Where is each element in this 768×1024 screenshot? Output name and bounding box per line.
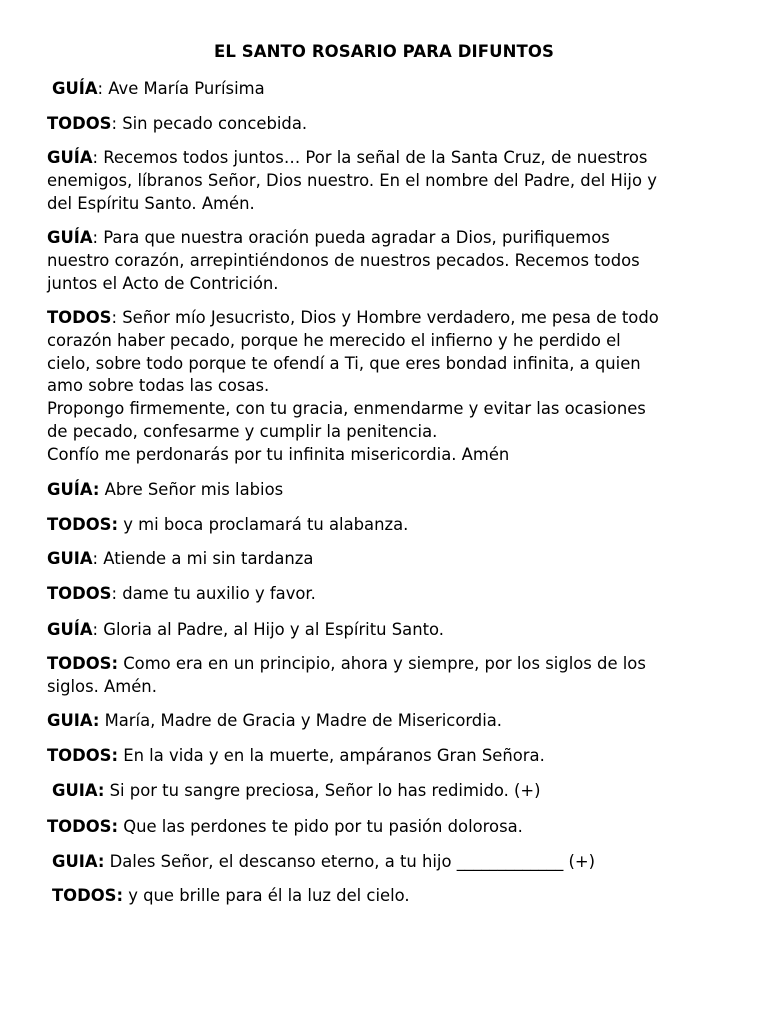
dialogue-text: Abre Señor mis labios — [99, 480, 284, 499]
dialogue-paragraph — [47, 619, 737, 642]
paragraph-line: enemigos, líbranos Señor, Dios nuestro. En el nombre del Padre, del Hijo y — [47, 170, 657, 190]
dialogue-text: : dame tu auxilio y favor. — [111, 584, 316, 603]
dialogue-text: Si por tu sangre preciosa, Señor lo has redimido. (+) — [104, 781, 541, 800]
document-title: EL SANTO ROSARIO PARA DIFUNTOS — [213, 42, 555, 61]
speaker-label: TODOS — [47, 308, 112, 327]
paragraph-line — [52, 885, 742, 908]
speaker-label: GUÍA — [47, 228, 93, 247]
paragraph-line: nuestro corazón, arrepintiéndonos de nuestros pecados. Recemos todos — [47, 250, 640, 270]
speaker-label: GUIA — [47, 549, 93, 568]
dialogue-text: : Para que nuestra oración pueda agradar a Dios, purifiquemos — [92, 228, 610, 247]
paragraph-line — [47, 745, 737, 768]
dialogue-paragraph — [52, 851, 742, 874]
paragraph-line: cielo, sobre todo porque te ofendí a Ti, que eres bondad infinita, a quien — [47, 353, 641, 373]
paragraph-line: juntos el Acto de Contrición. — [47, 273, 279, 293]
paragraph-line: del Espíritu Santo. Amén. — [47, 193, 255, 213]
dialogue-paragraph — [52, 885, 742, 908]
dialogue-text: y que brille para él la luz del cielo. — [123, 886, 410, 905]
paragraph-line — [47, 113, 737, 136]
dialogue-paragraph — [47, 548, 737, 571]
dialogue-paragraph — [47, 307, 737, 467]
speaker-label: TODOS: — [47, 817, 119, 836]
speaker-label: GUÍA — [47, 148, 93, 167]
dialogue-paragraph — [47, 653, 737, 699]
dialogue-text: Dales Señor, el descanso eterno, a tu hijo _____________ (+) — [104, 852, 595, 871]
paragraph-line — [52, 851, 742, 874]
dialogue-text: : Sin pecado concebida. — [111, 114, 308, 133]
paragraph-line — [47, 816, 737, 839]
dialogue-text: : Señor mío Jesucristo, Dios y Hombre verdadero, me pesa de todo — [111, 308, 659, 327]
paragraph-line — [47, 147, 737, 170]
dialogue-paragraph — [52, 78, 742, 101]
dialogue-text: : Gloria al Padre, al Hijo y al Espíritu Santo. — [92, 620, 444, 639]
dialogue-text: y mi boca proclamará tu alabanza. — [118, 515, 409, 534]
speaker-label: GUÍA — [52, 79, 98, 98]
dialogue-paragraph — [47, 816, 737, 839]
dialogue-text: : Ave María Purísima — [97, 79, 265, 98]
paragraph-line: de pecado, confesarme y cumplir la penitencia. — [47, 421, 438, 441]
paragraph-line — [47, 710, 737, 733]
paragraph-line — [47, 479, 737, 502]
paragraph-line: amo sobre todas las cosas. — [47, 376, 270, 396]
dialogue-paragraph — [52, 780, 742, 803]
dialogue-paragraph — [47, 147, 737, 215]
dialogue-paragraph — [47, 514, 737, 537]
paragraph-line — [47, 619, 737, 642]
dialogue-paragraph — [47, 583, 737, 606]
dialogue-text: Que las perdones te pido por tu pasión dolorosa. — [118, 817, 523, 836]
speaker-label: GUÍA: — [47, 480, 100, 499]
paragraph-line — [52, 78, 742, 101]
paragraph-line: Propongo firmemente, con tu gracia, enmendarme y evitar las ocasiones — [47, 399, 646, 419]
paragraph-line — [47, 653, 737, 676]
paragraph-line — [47, 514, 737, 537]
dialogue-paragraph — [47, 227, 737, 295]
paragraph-line: Confío me perdonarás por tu infinita misericordia. Amén — [47, 444, 510, 464]
dialogue-paragraph — [47, 745, 737, 768]
speaker-label: GUÍA — [47, 620, 93, 639]
speaker-label: GUIA: — [52, 781, 105, 800]
speaker-label: TODOS: — [47, 654, 119, 673]
paragraph-line — [47, 227, 737, 250]
speaker-label: TODOS: — [52, 886, 124, 905]
dialogue-text: María, Madre de Gracia y Madre de Misericordia. — [99, 711, 503, 730]
dialogue-text: : Atiende a mi sin tardanza — [92, 549, 314, 568]
dialogue-paragraph — [47, 710, 737, 733]
paragraph-line — [47, 583, 737, 606]
paragraph-line — [47, 548, 737, 571]
speaker-label: TODOS: — [47, 515, 119, 534]
paragraph-line: siglos. Amén. — [47, 676, 157, 696]
speaker-label: TODOS — [47, 114, 112, 133]
speaker-label: GUIA: — [47, 711, 100, 730]
speaker-label: TODOS — [47, 584, 112, 603]
speaker-label: GUIA: — [52, 852, 105, 871]
speaker-label: TODOS: — [47, 746, 119, 765]
paragraph-line: corazón haber pecado, porque he merecido el infierno y he perdido el — [47, 330, 621, 350]
paragraph-line — [47, 307, 737, 330]
dialogue-paragraph — [47, 113, 737, 136]
dialogue-text: : Recemos todos juntos… Por la señal de la Santa Cruz, de nuestros — [92, 148, 648, 167]
dialogue-paragraph — [47, 479, 737, 502]
dialogue-text: Como era en un principio, ahora y siempre, por los siglos de los — [118, 654, 646, 673]
dialogue-text: En la vida y en la muerte, ampáranos Gran Señora. — [118, 746, 545, 765]
paragraph-line — [52, 780, 742, 803]
